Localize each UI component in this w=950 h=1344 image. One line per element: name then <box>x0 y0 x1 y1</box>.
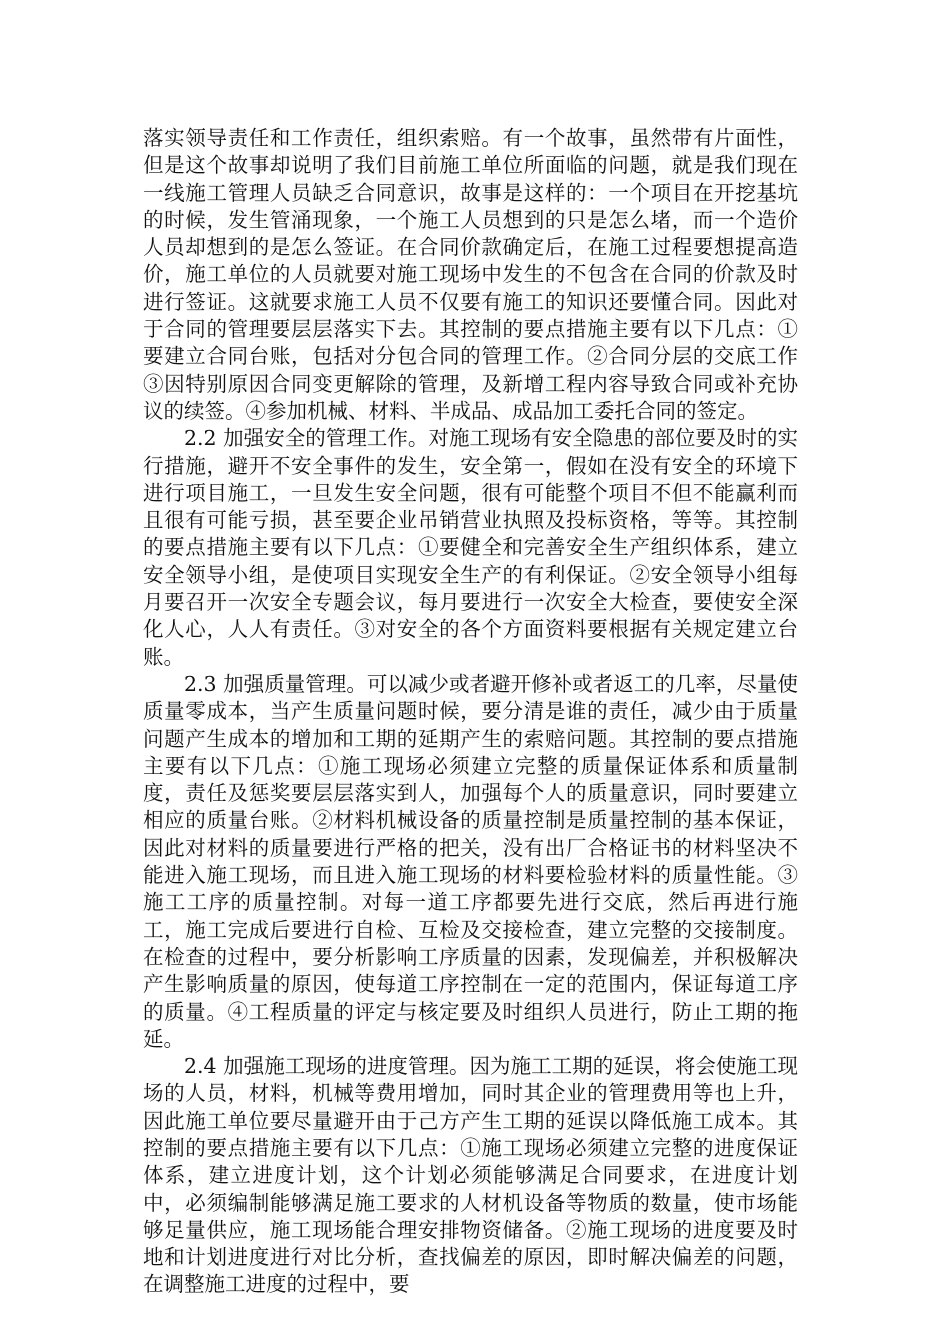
paragraph-schedule-management: 2.4 加强施工现场的进度管理。因为施工工期的延误，将会使施工现场的人员，材料，机械等费用增加，同时其企业的管理费用等也上升，因此施工单位要尽量避开由于己方产生工期的延误以降低施工成本。其控制的要点措施主要有以下几点：①施工现场必须建立完整的进度保证体系，建立进度计划，这个计划必须能够满足合同要求，在进度计划中，必须编制能够满足施工要求的人材机设备等物质的数量，使市场能够足量供应，施工现场能合理安排物资储备。②施工现场的进度要及时地和计划进度进行对比分析，查找偏差的原因，即时解决偏差的问题，在调整施工进度的过程中，要 <box>143 1054 798 1297</box>
paragraph-safety-management: 2.2 加强安全的管理工作。对施工现场有安全隐患的部位要及时的实行措施，避开不安全事件的发生，安全第一，假如在没有安全的环境下进行项目施工，一旦发生安全问题，很有可能整个项目不但不能赢利而且很有可能亏损，甚至要企业吊销营业执照及投标资格，等等。其控制的要点措施主要有以下几点：①要健全和完善安全生产组织体系，建立安全领导小组，是使项目实现安全生产的有利保证。②安全领导小组每月要召开一次安全专题会议，每月要进行一次安全大检查，要使安全深化人心，人人有责任。③对安全的各个方面资料要根据有关规定建立台账。 <box>143 426 798 669</box>
paragraph-contract-management: 落实领导责任和工作责任，组织索赔。有一个故事，虽然带有片面性，但是这个故事却说明了我们目前施工单位所面临的问题，就是我们现在一线施工管理人员缺乏合同意识，故事是这样的：一个项目在开挖基坑的时候，发生管涌现象，一个施工人员想到的只是怎么堵，而一个造价人员却想到的是怎么签证。在合同价款确定后，在施工过程要想提高造价，施工单位的人员就要对施工现场中发生的不包含在合同的价款及时进行签证。这就要求施工人员不仅要有施工的知识还要懂合同。因此对于合同的管理要层层落实下去。其控制的要点措施主要有以下几点：①要建立合同台账，包括对分包合同的管理工作。②合同分层的交底工作③因特别原因合同变更解除的管理，及新增工程内容导致合同或补充协议的续签。④参加机械、材料、半成品、成品加工委托合同的签定。 <box>143 126 798 423</box>
paragraph-quality-management: 2.3 加强质量管理。可以减少或者避开修补或者返工的几率，尽量使质量零成本，当产生质量问题时候，要分清是谁的责任，减少由于质量问题产生成本的增加和工期的延期产生的索赔问题。其控制的要点措施主要有以下几点：①施工现场必须建立完整的质量保证体系和质量制度，责任及惩奖要层层落实到人，加强每个人的质量意识，同时要建立相应的质量台账。②材料机械设备的质量控制是质量控制的基本保证，因此对材料的质量要进行严格的把关，没有出厂合格证书的材料坚决不能进入施工现场，而且进入施工现场的材料要检验材料的质量性能。③施工工序的质量控制。对每一道工序都要先进行交底，然后再进行施工，施工完成后要进行自检、互检及交接检查，建立完整的交接制度。在检查的过程中，要分析影响工序质量的因素，发现偏差，并积极解决产生影响质量的原因，使每道工序控制在一定的范围内，保证每道工序的质量。④工程质量的评定与核定要及时组织人员进行，防止工期的拖延。 <box>143 671 798 1051</box>
document-body <box>143 125 798 1299</box>
